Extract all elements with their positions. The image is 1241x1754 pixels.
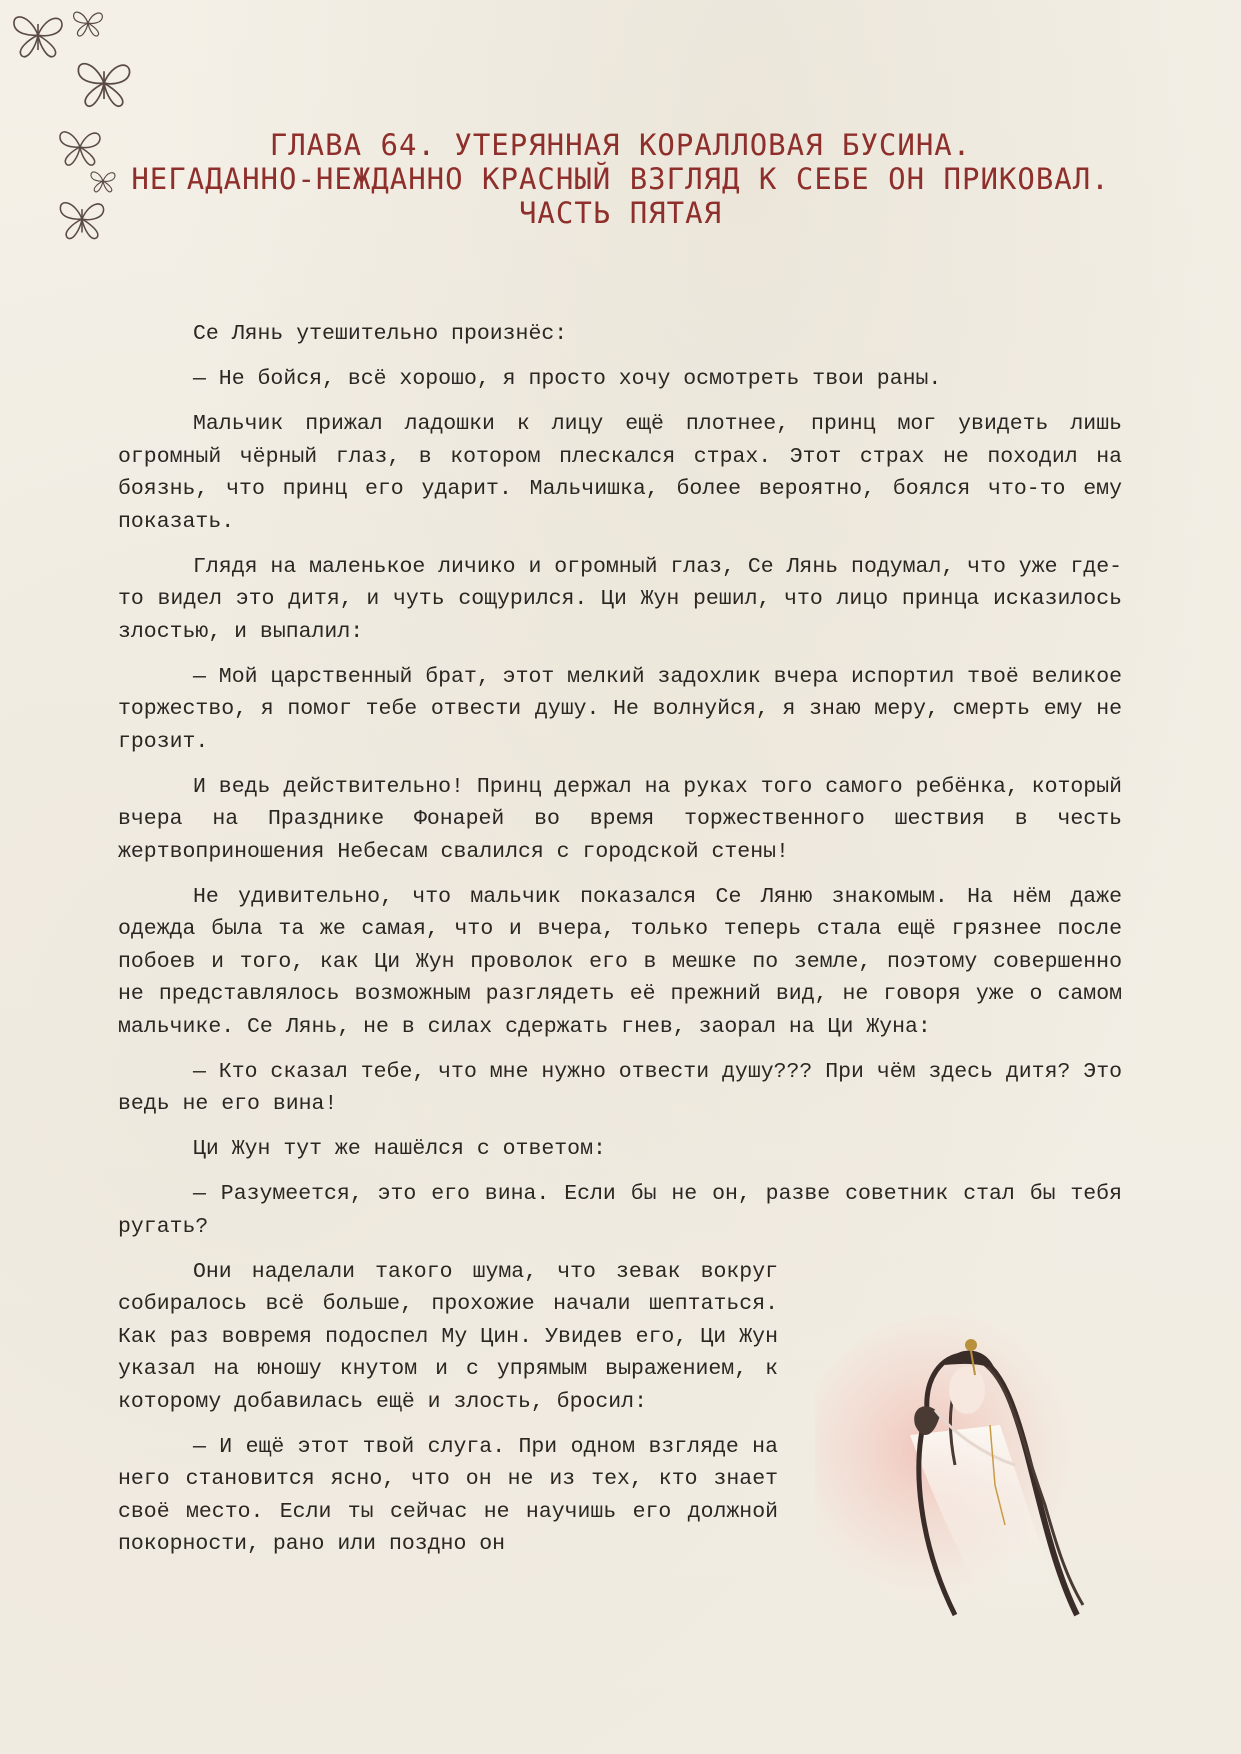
chapter-title-line-1: ГЛАВА 64. УТЕРЯННАЯ КОРАЛЛОВАЯ БУСИНА. [269,128,972,162]
paragraph: Мальчик прижал ладошки к лицу ещё плотнее, принц мог увидеть лишь огромный чёрный глаз, в котором плескался страх. Этот страх не походил на боязнь, что принц его ударит. Мальчишка, более вероятно, боялся что-то ему показать. [118,412,1122,534]
paragraph: Не удивительно, что мальчик показался Се Ляню знакомым. На нём даже одежда была та же самая, что и вчера, только теперь стала ещё грязнее после побоев и того, как Ци Жун проволок его в мешке по земле, поэтому совершенно не представлялось возможным разглядеть её прежний вид, не говоря уже о самом мальчике. Се Лянь, не в силах сдержать гнев, заорал на Ци Жуна: [118,884,1122,1039]
paragraph: — Разумеется, это его вина. Если бы не он, разве советник стал бы тебя ругать? [118,1182,1122,1239]
butterfly-icon [70,8,106,38]
butterfly-icon [72,55,136,111]
butterfly-icon [8,10,68,60]
paragraph: — Не бойся, всё хорошо, я просто хочу осмотреть твои раны. [193,367,942,391]
illustration-figure [815,1315,1125,1635]
paragraph: — Кто сказал тебе, что мне нужно отвести душу??? При чём здесь дитя? Это ведь не его вина! [118,1059,1122,1116]
paragraph: Се Лянь утешительно произнёс: [193,322,568,346]
paragraph: Глядя на маленькое личико и огромный глаз, Се Лянь подумал, что уже где-то видел это дитя, и чуть сощурился. Ци Жун решил, что лицо принца исказилось злостью, и выпалил: [118,554,1122,644]
paragraph: Они наделали такого шума, что зевак вокруг собиралось всё больше, прохожие начали шептаться. Как раз вовремя подоспел Му Цин. Увидев его, Ци Жун указал на юношу кнутом и с упрямым выражением, к которому добавилась ещё и злость, бросил: [118,1259,778,1414]
chapter-title-line-2: НЕГАДАННО-НЕЖДАННО КРАСНЫЙ ВЗГЛЯД К СЕБЕ ОН ПРИКОВАЛ. [131,162,1110,196]
paragraph: — И ещё этот твой слуга. При одном взгляде на него становится ясно, что он не из тех, кто знает своё место. Если ты сейчас не научишь его должной покорности, рано или поздно он [118,1434,778,1556]
paragraph: И ведь действительно! Принц держал на руках того самого ребёнка, который вчера на Празднике Фонарей во время торжественного шествия в честь жертвоприношения Небесам свалился с городской стены! [118,774,1122,864]
paragraph: — Мой царственный брат, этот мелкий задохлик вчера испортил твоё великое торжество, я помог тебе отвести душу. Не волнуйся, я знаю меру, смерть ему не грозит. [118,664,1122,754]
paragraph: Ци Жун тут же нашёлся с ответом: [193,1137,606,1161]
chapter-title-line-3: ЧАСТЬ ПЯТАЯ [518,196,723,230]
chapter-title [90,128,1151,230]
